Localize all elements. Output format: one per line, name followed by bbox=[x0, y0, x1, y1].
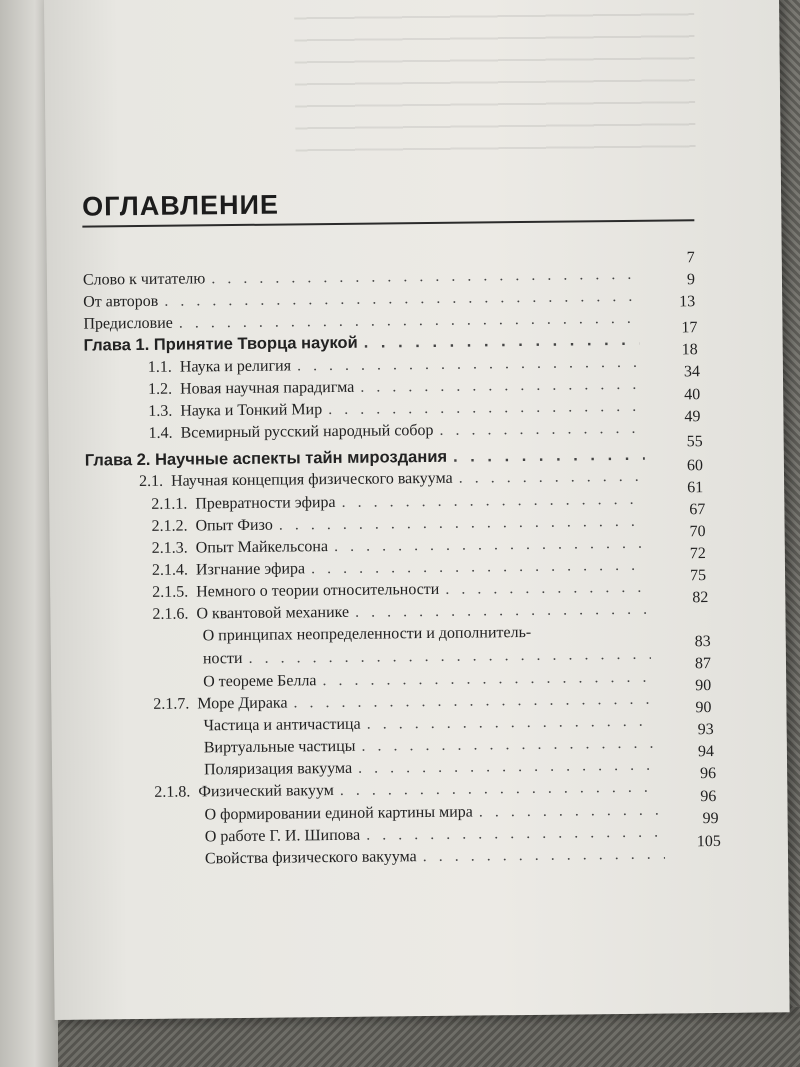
page-number: 82 bbox=[692, 589, 709, 607]
toc-entry: 2.1. Научная концепция физического вакуума . . . bbox=[139, 468, 645, 495]
toc-entry: О формировании единой картины мира . . . bbox=[204, 802, 660, 829]
page-number: 96 bbox=[700, 765, 717, 783]
toc-entry: От авторов . . . bbox=[83, 288, 635, 316]
page-number: 18 bbox=[681, 341, 698, 359]
page-number: 105 bbox=[696, 832, 721, 851]
page-number: 72 bbox=[689, 545, 706, 563]
toc-entry: О теореме Белла . . . bbox=[203, 669, 651, 696]
page-number: 60 bbox=[686, 457, 704, 475]
toc-chapter: Глава 1. Принятие Творца наукой . . . bbox=[84, 331, 640, 359]
toc-entry: 1.1. Наука и религия . . . bbox=[148, 354, 640, 381]
page-number: 70 bbox=[689, 523, 706, 541]
toc-entry: О принципах неопределенности и дополнитель- bbox=[202, 623, 532, 645]
page-number: 75 bbox=[689, 567, 707, 585]
toc-entry: 2.1.2. Опыт Физо . . . bbox=[151, 513, 645, 540]
toc-entry: Поляризация вакуума . . . bbox=[204, 757, 656, 784]
page-number: 40 bbox=[684, 386, 701, 404]
toc-entry: 1.2. Новая научная парадигма . . . bbox=[148, 376, 640, 403]
toc-entry: 2.1.3. Опыт Майкельсона . . . bbox=[152, 535, 646, 562]
page-number: 17 bbox=[681, 319, 698, 337]
toc-entry: Свойства физического вакуума . . . bbox=[205, 846, 665, 873]
toc-entry: 2.1.4. Изгнание эфира . . . bbox=[152, 557, 646, 584]
page-number: 34 bbox=[683, 363, 701, 381]
page-number: 67 bbox=[689, 501, 706, 519]
page-number: 49 bbox=[684, 408, 701, 426]
toc-entry: О работе Г. И. Шипова . . . bbox=[205, 824, 661, 851]
toc-chapter: Глава 2. Научные аспекты тайн мироздания . . . bbox=[85, 446, 645, 474]
page-number: 90 bbox=[695, 677, 712, 695]
toc-entry: Виртуальные частицы . . . bbox=[204, 735, 656, 762]
toc-entry: Частица и античастица . . . bbox=[204, 713, 654, 740]
toc-entry: 1.4. Всемирный русский народный собор . . . bbox=[148, 420, 640, 447]
page-number: 93 bbox=[697, 721, 714, 739]
table-of-contents bbox=[44, 0, 789, 1000]
page-number: 90 bbox=[695, 699, 712, 717]
page-number: 7 bbox=[686, 249, 695, 267]
toc-entry: ности . . . bbox=[203, 646, 651, 673]
toc-entry: 2.1.6. О квантовой механике . . . bbox=[152, 601, 646, 628]
toc-entry: 2.1.5. Немного о теории относительности . . . bbox=[152, 579, 646, 606]
page-number: 9 bbox=[686, 271, 696, 289]
toc-entry: Предисловие . . . bbox=[83, 310, 635, 338]
page-number: 87 bbox=[694, 655, 712, 673]
page-number: 99 bbox=[702, 809, 719, 828]
page-number: 83 bbox=[694, 633, 711, 651]
page-title: ОГЛАВЛЕНИЕ bbox=[82, 189, 280, 222]
toc-entry: 1.3. Наука и Тонкий Мир . . . bbox=[148, 398, 640, 425]
page-number: 61 bbox=[687, 479, 704, 497]
page-number: 13 bbox=[679, 293, 696, 311]
page-number: 94 bbox=[697, 743, 714, 761]
book-page bbox=[44, 0, 790, 1020]
page-number: 96 bbox=[700, 788, 717, 806]
page-number: 55 bbox=[686, 433, 703, 451]
toc-entry: 2.1.7. Море Дирака . . . bbox=[153, 691, 653, 718]
toc-entry: 2.1.8. Физический вакуум . . . bbox=[154, 779, 658, 806]
toc-entry: Слово к читателю . . . bbox=[83, 266, 635, 294]
toc-entry: 2.1.1. Превратности эфира . . . bbox=[151, 491, 645, 518]
